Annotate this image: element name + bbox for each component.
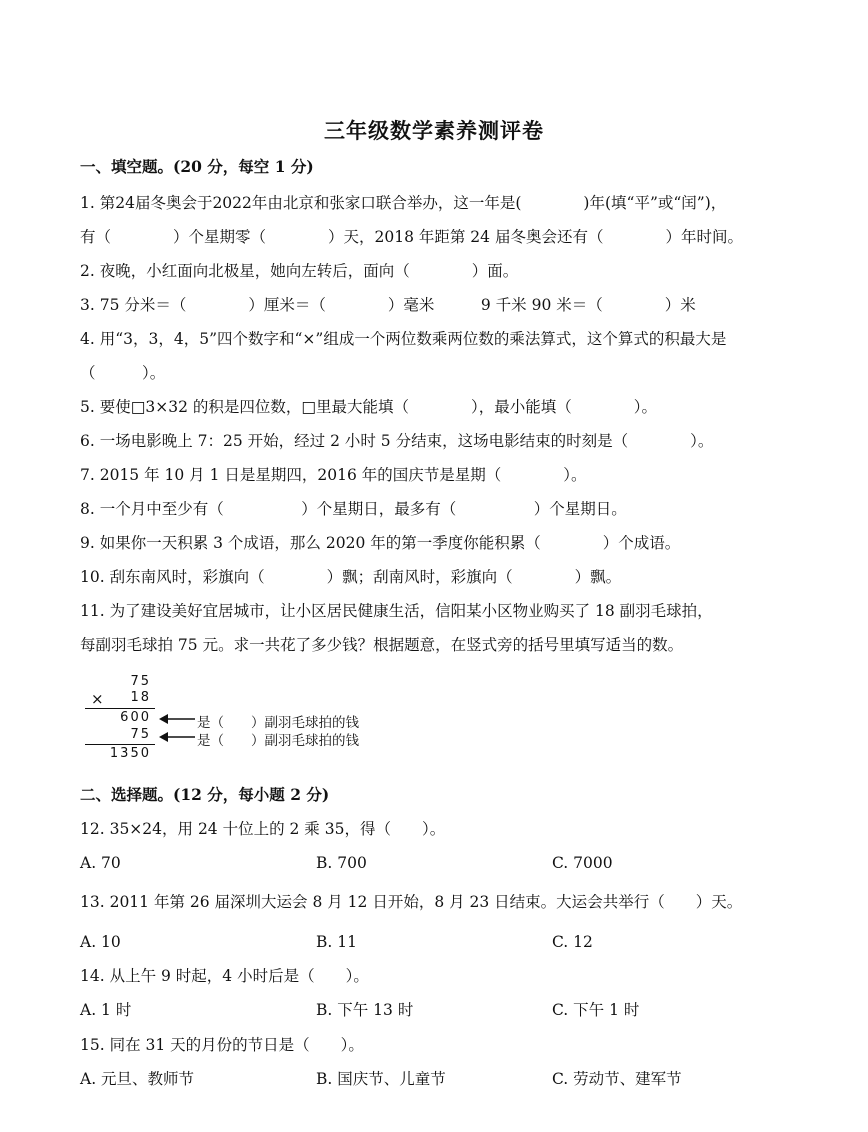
q12-option-a: A. 70 — [80, 854, 121, 872]
q12-question: 12. 35×24，用 24 十位上的 2 乘 35，得（ ）。 — [80, 820, 446, 838]
q4-line1: 4. 用“3，3，4，5”四个数字和“×”组成一个两位数乘两位数的乘法算式，这个算式的积最大是 — [80, 330, 727, 348]
calc-partial-1: 600 — [120, 710, 151, 725]
calc-result: 1350 — [109, 746, 151, 761]
q2-line: 2. 夜晚，小红面向北极星，她向左转后，面向（ ）面。 — [80, 262, 519, 280]
q11-line2: 每副羽毛球拍 75 元。求一共花了多少钱？根据题意，在竖式旁的括号里填写适当的数。 — [80, 636, 684, 654]
q8-line: 8. 一个月中至少有（ ）个星期日，最多有（ ）个星期日。 — [80, 500, 627, 518]
q13-option-c: C. 12 — [552, 933, 593, 951]
q9-line: 9. 如果你一天积累 3 个成语，那么 2020 年的第一季度你能积累（ ）个成语。 — [80, 534, 681, 552]
q1-line2: 有（ ）个星期零（ ）天，2018 年距第 24 届冬奥会还有（ ）年时间。 — [80, 228, 743, 246]
q13-question: 13. 2011 年第 26 届深圳大运会 8 月 12 日开始，8 月 23 日结束。大运会共举行（ ）天。 — [80, 893, 743, 911]
q15-option-a: A. 元旦、教师节 — [80, 1070, 195, 1088]
section1-heading: 一、填空题。(20 分，每空 1 分) — [80, 157, 314, 176]
q15-question: 15. 同在 31 天的月份的节日是（ ）。 — [80, 1036, 364, 1054]
calc-note-2: 是（ ）副羽毛球拍的钱 — [197, 733, 359, 749]
q1-line1: 1. 第24届冬奥会于2022年由北京和张家口联合举办，这一年是( )年(填“平”或“闰”)， — [80, 194, 727, 212]
q14-option-a: A. 1 时 — [80, 1001, 132, 1019]
calc-partial-2: 75 — [130, 727, 151, 742]
q14-question: 14. 从上午 9 时起，4 小时后是（ ）。 — [80, 967, 369, 985]
calc-multiplicand: 75 — [130, 674, 151, 689]
page-title: 三年级数学素养测评卷 — [324, 118, 544, 143]
q13-option-b: B. 11 — [316, 933, 357, 951]
q15-option-b: B. 国庆节、儿童节 — [316, 1070, 446, 1088]
q7-line: 7. 2015 年 10 月 1 日是星期四，2016 年的国庆节是星期（ ）。 — [80, 466, 587, 484]
q12-option-b: B. 700 — [316, 854, 367, 872]
vertical-multiplication — [85, 674, 385, 764]
calc-times-sign: × — [91, 690, 104, 708]
calc-multiplier: 18 — [130, 690, 151, 705]
q14-option-c: C. 下午 1 时 — [552, 1001, 640, 1019]
q10-line: 10. 刮东南风时，彩旗向（ ）飘；刮南风时，彩旗向（ ）飘。 — [80, 568, 622, 586]
q4-line2: （ ）。 — [80, 364, 166, 382]
q5-line: 5. 要使□3×32 的积是四位数，□里最大能填（ ），最小能填（ ）。 — [80, 398, 658, 416]
q14-option-b: B. 下午 13 时 — [316, 1001, 414, 1019]
q15-option-c: C. 劳动节、建军节 — [552, 1070, 682, 1088]
q11-line1: 11. 为了建设美好宜居城市，让小区居民健康生活，信阳某小区物业购买了 18 副羽毛球拍， — [80, 602, 713, 620]
q3-line: 3. 75 分米＝（ ）厘米＝（ ）毫米 9 千米 90 米＝（ ）米 — [80, 296, 696, 314]
q6-line: 6. 一场电影晚上 7：25 开始，经过 2 小时 5 分结束，这场电影结束的时刻是（ ）。 — [80, 432, 714, 450]
calc-rule-2 — [85, 744, 155, 745]
calc-note-1: 是（ ）副羽毛球拍的钱 — [197, 715, 359, 731]
arrow-left-icon — [159, 713, 195, 725]
q12-option-c: C. 7000 — [552, 854, 613, 872]
q13-option-a: A. 10 — [80, 933, 121, 951]
arrow-left-icon — [159, 731, 195, 743]
calc-rule-1 — [85, 708, 155, 709]
section2-heading: 二、选择题。(12 分，每小题 2 分) — [80, 785, 330, 804]
